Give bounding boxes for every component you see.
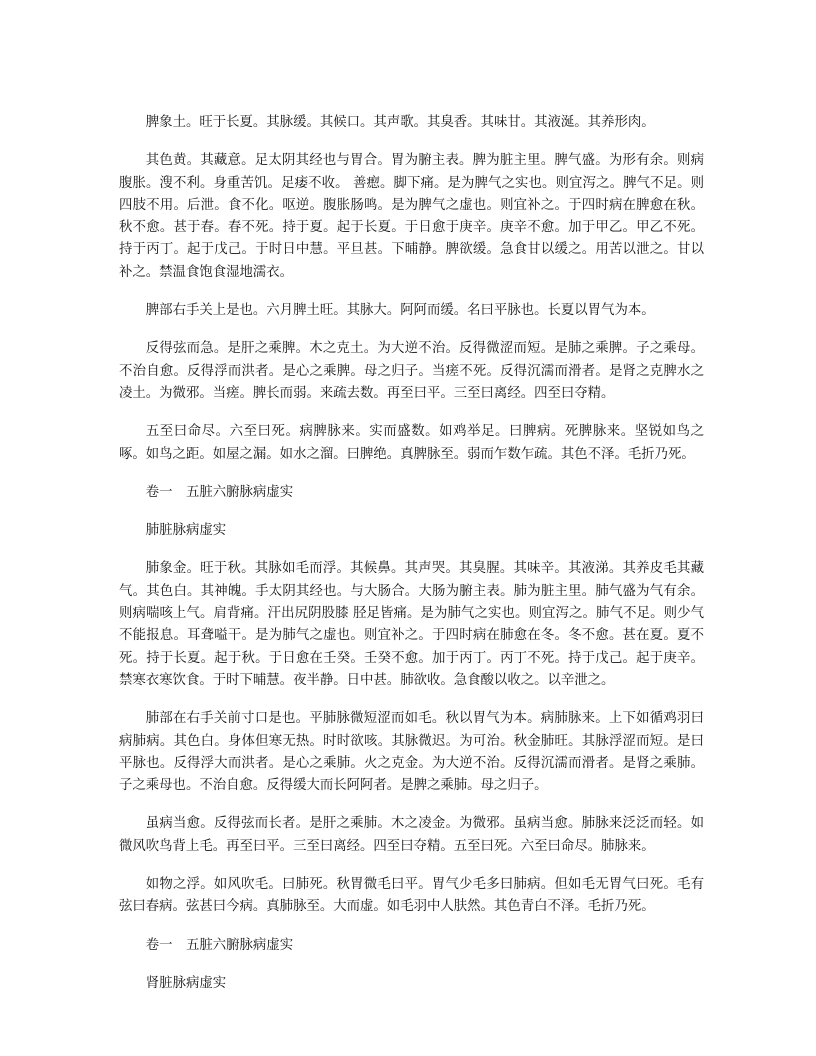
document-body [119,112,704,1011]
paragraph-lung-intro: 肺象金。旺于秋。其脉如毛而浮。其候鼻。其声哭。其臭腥。其味辛。其液涕。其养皮毛其藏气。其色白。其神魄。手太阴其经也。与大肠合。大肠为腑主表。肺为脏主里。肺气盛为气有余。则病喘咳上气。肩背痛。汗出尻阴股膝 胫足皆痛。是为肺气之实也。则宜泻之。肺气不足。则少气不能报息。耳聋嗌干。是为肺气之虚也。则宜补之。于四时病在肺愈在冬。冬不愈。甚在夏。夏不死。持于长夏。起于秋。于日愈在壬癸。壬癸不愈。加于丙丁。丙丁不死。持于戊己。起于庚辛。禁寒衣寒饮食。于时下晡慧。夜半静。日中甚。肺欲收。急食酸以收之。以辛泄之。 [119,561,704,688]
paragraph-lung-pulse-location: 肺部在右手关前寸口是也。平肺脉微短涩而如毛。秋以胃气为本。病肺脉来。上下如循鸡羽曰病肺病。其色白。身体但寒无热。时时欲咳。其脉微迟。为可治。秋金肺旺。其脉浮涩而短。是曰平脉也。反得浮大而洪者。是心之乘肺。火之克金。为大逆不治。反得沉濡而滑者。是肾之乘肺。子之乘母也。不治自愈。反得缓大而长阿阿者。是脾之乘肺。母之归子。 [119,711,704,794]
paragraph-lung-recovery: 虽病当愈。反得弦而长者。是肝之乘肺。木之凌金。为微邪。虽病当愈。肺脉来泛泛而轻。如微风吹鸟背上毛。再至曰平。三至曰离经。四至曰夺精。五至曰死。六至曰命尽。肺脉来。 [119,816,704,854]
paragraph-spleen-death: 五至曰命尽。六至曰死。病脾脉来。实而盛数。如鸡举足。曰脾病。死脾脉来。坚锐如鸟之啄。如鸟之距。如屋之漏。如水之溜。曰脾绝。真脾脉至。弱而乍数乍疏。其色不泽。毛折乃死。 [119,424,704,462]
section-heading-lung: 肺脏脉病虚实 [145,523,227,539]
paragraph-spleen-reverse: 反得弦而急。是肝之乘脾。木之克土。为大逆不治。反得微涩而短。是肺之乘脾。子之乘母。不治自愈。反得浮而洪者。是心之乘脾。母之归子。当瘥不死。反得沉濡而滑者。是肾之克脾水之凌土。为微邪。当瘥。脾长而弱。来疏去数。再至曰平。三至曰离经。四至曰夺精。 [119,341,704,401]
paragraph-spleen-intro: 脾象土。旺于长夏。其脉缓。其候口。其声歌。其臭香。其味甘。其液涎。其养形肉。 [145,115,655,130]
paragraph-spleen-pulse-location: 脾部右手关上是也。六月脾土旺。其脉大。阿阿而缓。名曰平脉也。长夏以胃气为本。 [145,303,655,319]
paragraph-spleen-color: 其色黄。其藏意。足太阴其经也与胃合。胃为腑主表。脾为脏主里。脾气盛。为形有余。则病腹胀。溲不利。身重苦饥。足痿不收。 善瘛。脚下痛。是为脾气之实也。则宜泻之。脾气不足。则四肢不用。后泄。食不化。呕逆。腹胀肠鸣。是为脾气之虚也。则宜补之。于四时病在脾愈在秋。秋不愈。甚于春。春不死。持于夏。起于长夏。于日愈于庚辛。庚辛不愈。加于甲乙。甲乙不死。持于丙丁。起于戊己。于时日中慧。平旦甚。下晡静。脾欲缓。急食甘以缓之。用苦以泄之。甘以补之。禁温食饱食湿地濡衣。 [119,153,704,280]
section-heading-kidney: 肾脏脉病虚实 [145,975,227,991]
chapter-heading: 卷一 五脏六腑脉病虚实 [145,937,294,953]
paragraph-lung-death: 如物之浮。如风吹毛。曰肺死。秋胃微毛曰平。胃气少毛多曰肺病。但如毛无胃气曰死。毛有弦曰春病。弦甚曰今病。真肺脉至。大而虚。如毛羽中人肤然。其色青白不泽。毛折乃死。 [119,877,704,915]
chapter-heading: 卷一 五脏六腑脉病虚实 [145,484,294,500]
